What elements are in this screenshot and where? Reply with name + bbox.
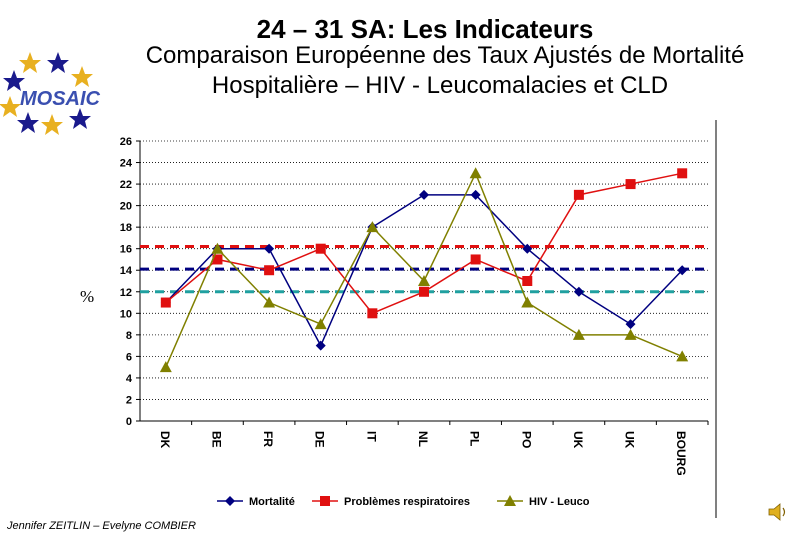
y-tick-label: 22 (119, 179, 132, 192)
x-tick-label: DK (157, 431, 172, 449)
legend-label: Problèmes respiratoires (344, 496, 470, 508)
series-line (166, 173, 682, 367)
data-point (677, 168, 687, 178)
y-tick-label: 8 (125, 329, 132, 342)
x-tick-label: BE (209, 431, 224, 448)
y-tick-label: 6 (125, 351, 132, 364)
legend (217, 495, 590, 508)
data-point (316, 244, 326, 254)
x-tick-label: UK (622, 431, 637, 449)
data-point (521, 297, 533, 308)
x-tick-label: PL (467, 431, 482, 447)
x-tick-labels (158, 431, 688, 476)
legend-marker (320, 496, 330, 506)
slide-subtitle-line2: Hospitalière – HIV - Leucomalacies et CLD (211, 72, 669, 99)
y-axis-label: % (80, 287, 95, 306)
x-tick-label: UK (570, 431, 585, 449)
x-tick-label: FR (261, 431, 276, 447)
speaker-icon[interactable] (766, 500, 790, 524)
legend-label: HIV - Leuco (529, 496, 590, 508)
data-point (160, 361, 172, 372)
data-point (161, 298, 171, 308)
y-tick-label: 0 (125, 416, 132, 428)
x-tick-label: PO (519, 431, 534, 449)
y-tick-label: 10 (119, 308, 132, 321)
y-tick-label: 4 (125, 372, 132, 385)
legend-marker (225, 496, 235, 506)
y-tick-label: 20 (119, 200, 132, 213)
data-point (419, 287, 429, 297)
data-point (522, 276, 532, 286)
x-tick-label: NL (416, 431, 430, 447)
y-tick-label: 12 (119, 286, 132, 299)
data-point (626, 179, 636, 189)
data-point (676, 350, 688, 361)
y-tick-label: 24 (119, 157, 132, 170)
y-tick-label: 26 (119, 136, 132, 148)
series-line (166, 195, 682, 346)
data-point (367, 308, 377, 318)
data-point (471, 254, 481, 264)
y-tick-label: 18 (119, 222, 132, 235)
y-tick-label: 2 (125, 394, 132, 407)
data-point (574, 190, 584, 200)
data-point (315, 318, 327, 329)
slide-subtitle-line1: Comparaison Européenne des Taux Ajustés de Mortalité (145, 42, 745, 69)
legend-label: Mortalité (249, 496, 295, 508)
data-point (264, 265, 274, 275)
slide-title: 24 – 31 SA: Les Indicateurs (256, 14, 594, 44)
data-point (419, 190, 429, 200)
x-tick-label: DE (312, 431, 327, 448)
y-tick-label: 14 (119, 265, 132, 278)
y-tick-label: 16 (119, 243, 132, 256)
logo-text: MOSAIC (20, 88, 100, 110)
footer-credit: Jennifer ZEITLIN – Evelyne COMBIER (7, 520, 196, 532)
x-tick-label: IT (364, 431, 379, 442)
y-tick-labels (120, 136, 133, 428)
data-point (470, 167, 482, 178)
data-point (316, 341, 326, 351)
x-tick-label: BOURG (674, 431, 689, 476)
